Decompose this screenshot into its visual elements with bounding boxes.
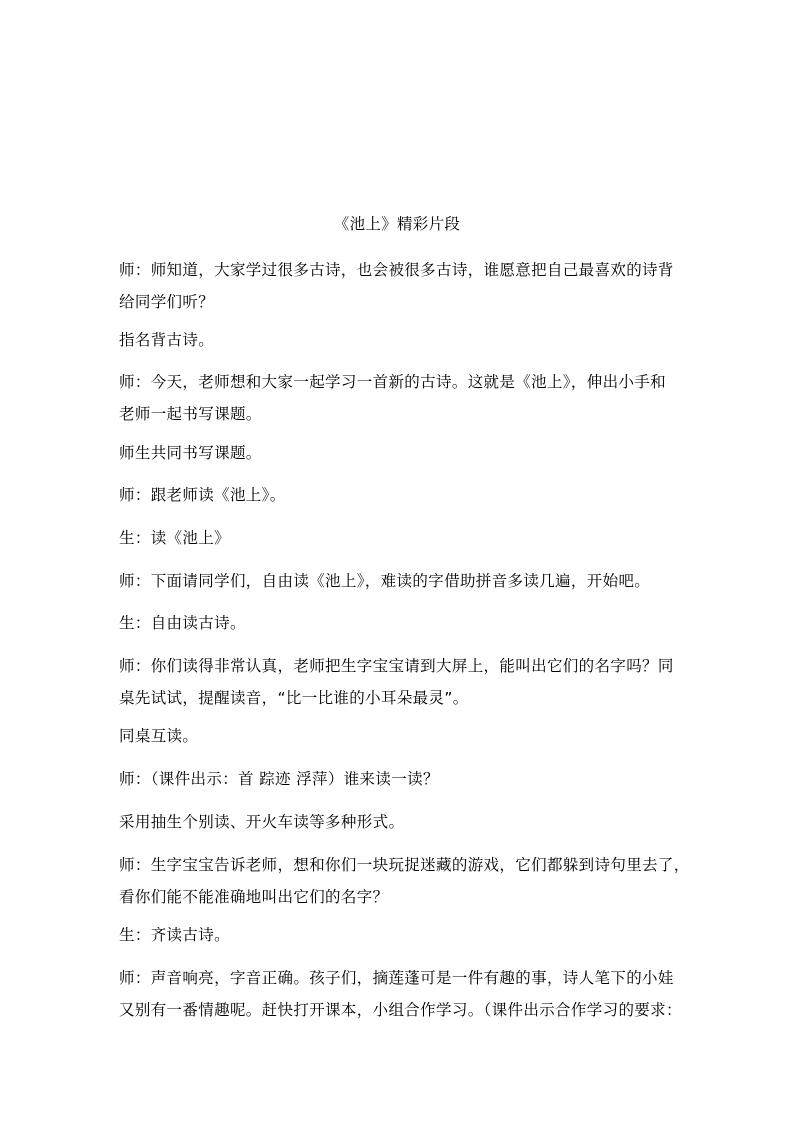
paragraph-1 xyxy=(119,254,689,318)
paragraph-13 xyxy=(119,849,689,913)
paragraph-10 xyxy=(119,720,689,752)
paragraph-line: 师：你们读得非常认真，老师把生字宝宝请到大屏上，能叫出它们的名字吗？同 xyxy=(119,657,674,675)
paragraph-3 xyxy=(119,366,689,430)
paragraph-line: 桌先试试，提醒读音，“比一比谁的小耳朵最灵”。 xyxy=(119,689,469,707)
paragraph-line: 给同学们听？ xyxy=(119,293,215,311)
paragraph-9 xyxy=(119,650,689,714)
paragraph-line: 生：自由读古诗。 xyxy=(119,614,246,632)
paragraph-6 xyxy=(119,522,689,554)
paragraph-14 xyxy=(119,919,689,951)
paragraph-12 xyxy=(119,806,689,838)
paragraph-15 xyxy=(119,962,689,1026)
paragraph-line: 师：下面请同学们，自由读《池上》，难读的字借助拼音多读几遍，开始吧。 xyxy=(119,572,651,590)
paragraph-line: 师：生字宝宝告诉老师，想和你们一块玩捉迷藏的游戏，它们都躲到诗句里去了， xyxy=(119,856,690,874)
paragraph-line: 师：师知道，大家学过很多古诗，也会被很多古诗，谁愿意把自己最喜欢的诗背 xyxy=(119,261,674,279)
paragraph-7 xyxy=(119,565,689,597)
paragraph-line: 老师一起书写课题。 xyxy=(119,405,262,423)
paragraph-line: 生：齐读古诗。 xyxy=(119,926,230,944)
paragraph-line: 师：跟老师读《池上》。 xyxy=(119,486,286,504)
paragraph-line: 又别有一番情趣呢。赶快打开课本，小组合作学习。（课件出示合作学习的要求： xyxy=(119,1001,682,1019)
paragraph-8 xyxy=(119,607,689,639)
paragraph-line: 生：读《池上》 xyxy=(119,529,230,547)
paragraph-5 xyxy=(119,479,689,511)
paragraph-line: 看你们能不能准确地叫出它们的名字？ xyxy=(119,888,389,906)
document-title: 《池上》精彩片段 xyxy=(333,215,461,233)
paragraph-line: 师生共同书写课题。 xyxy=(119,444,262,462)
paragraph-line: 师：（课件出示：首 踪迹 浮萍）谁来读一读？ xyxy=(119,770,439,788)
paragraph-line: 同桌互读。 xyxy=(119,727,199,745)
paragraph-line: 师：今天，老师想和大家一起学习一首新的古诗。这就是《池上》，伸出小手和 xyxy=(119,373,667,391)
paragraph-4 xyxy=(119,437,689,469)
paragraph-11 xyxy=(119,763,689,795)
paragraph-line: 师：声音响亮，字音正确。孩子们，摘莲蓬可是一件有趣的事，诗人笔下的小娃 xyxy=(119,969,674,987)
paragraph-line: 指名背古诗。 xyxy=(119,331,215,349)
paragraph-2 xyxy=(119,324,689,356)
paragraph-line: 采用抽生个别读、开火车读等多种形式。 xyxy=(119,813,405,831)
